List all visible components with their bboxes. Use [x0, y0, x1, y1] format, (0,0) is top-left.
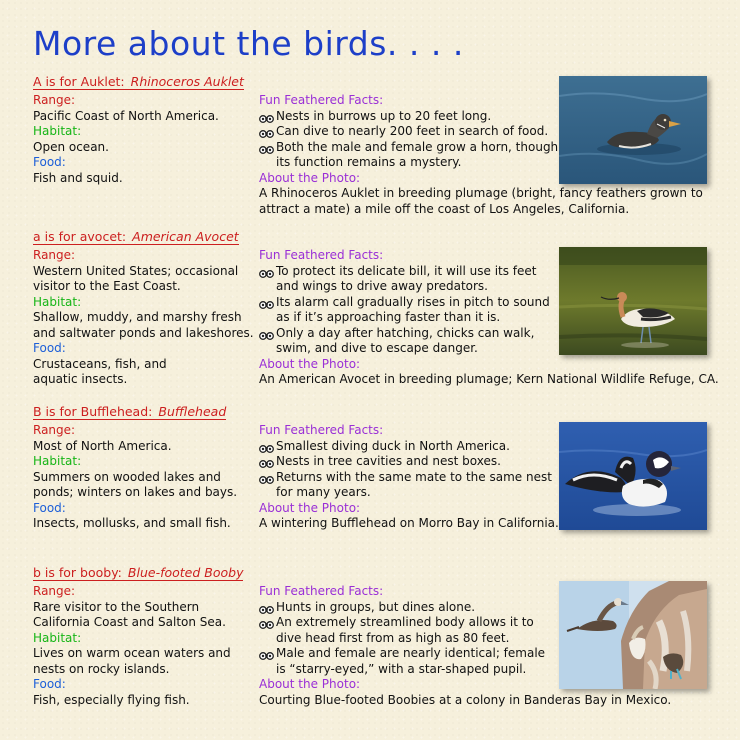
range-text: Western United States; occasional visitor to the East Coast. — [33, 263, 239, 293]
habitat-text: Shallow, muddy, and marshy fresh and saltwater ponds and lakeshores. — [33, 310, 254, 340]
bufflehead-photo — [559, 422, 707, 530]
habitat-label: Habitat: — [33, 630, 82, 645]
food-text: Insects, mollusks, and small fish. — [33, 516, 231, 530]
range-label: Range: — [33, 423, 76, 437]
food-label: Food: — [33, 155, 66, 169]
fact-item: To protect its delicate bill, it will use its feet and wings to drive away predators. — [259, 264, 719, 295]
fact-item: Smallest diving duck in North America. — [259, 439, 559, 455]
fact-item: Nests in burrows up to 20 feet long. — [259, 109, 703, 125]
binoculars-icon — [259, 298, 274, 307]
habitat-label: Habitat: — [33, 294, 82, 309]
fact-item: Hunts in groups, but dines alone. — [259, 600, 671, 616]
fact-item: Male and female are nearly identical; female is “starry-eyed,” with a star-shaped pupil. — [259, 646, 671, 677]
habitat-label: Habitat: — [33, 124, 82, 138]
auklet-photo — [559, 76, 707, 184]
species-name: Bufflehead — [158, 404, 227, 419]
food-label: Food: — [33, 341, 66, 355]
facts-label: Fun Feathered Facts: — [259, 93, 384, 107]
food-text: Fish and squid. — [33, 170, 123, 185]
binoculars-icon — [259, 329, 274, 338]
heading-letter: B is for Bufflehead: — [33, 404, 153, 419]
fact-item: Returns with the same mate to the same nest for many years. — [259, 470, 559, 501]
binoculars-icon — [259, 127, 274, 136]
food-label: Food: — [33, 500, 66, 515]
food-label: Food: — [33, 677, 66, 691]
habitat-label: Habitat: — [33, 454, 82, 468]
photo-caption: An American Avocet in breeding plumage; Kern National Wildlife Refuge, CA. — [259, 372, 719, 386]
binoculars-icon — [259, 442, 274, 451]
about-photo-label: About the Photo: — [259, 170, 361, 185]
facts-label: Fun Feathered Facts: — [259, 584, 384, 598]
section-heading — [33, 404, 226, 420]
fact-item: Only a day after hatching, chicks can walk, swim, and dive to escape danger. — [259, 326, 719, 357]
binoculars-icon — [259, 457, 274, 466]
fact-item: Nests in tree cavities and nest boxes. — [259, 454, 559, 470]
bird-info — [33, 584, 255, 708]
binoculars-icon — [259, 112, 274, 121]
booby-photo — [559, 581, 707, 689]
species-name: Rhinoceros Auklet — [130, 74, 244, 89]
facts-label: Fun Feathered Facts: — [259, 423, 384, 437]
about-photo-label: About the Photo: — [259, 356, 361, 371]
range-label: Range: — [33, 584, 76, 598]
facts-label: Fun Feathered Facts: — [259, 248, 384, 262]
page-title: More about the birds. . . . — [33, 24, 464, 63]
bird-info — [33, 93, 255, 186]
species-name: Blue-footed Booby — [127, 565, 244, 580]
section-heading — [33, 229, 239, 245]
bird-info — [33, 423, 255, 532]
range-text: Pacific Coast of North America. — [33, 108, 219, 123]
fact-item: Can dive to nearly 200 feet in search of food. — [259, 124, 703, 140]
binoculars-icon — [259, 267, 274, 276]
bird-facts — [259, 423, 559, 532]
heading-letter: b is for booby: — [33, 565, 122, 580]
binoculars-icon — [259, 143, 274, 152]
fact-item: An extremely streamlined body allows it to dive head first from as high as 80 feet. — [259, 615, 671, 646]
range-text: Rare visitor to the Southern California Coast and Salton Sea. — [33, 599, 226, 629]
binoculars-icon — [259, 603, 274, 612]
range-label: Range: — [33, 248, 76, 262]
binoculars-icon — [259, 473, 274, 482]
habitat-text: Open ocean. — [33, 139, 109, 154]
habitat-text: Lives on warm ocean waters and nests on rocky islands. — [33, 646, 231, 676]
photo-caption: A wintering Bufflehead on Morro Bay in California. — [259, 516, 559, 530]
range-label: Range: — [33, 93, 76, 107]
heading-letter: A is for Auklet: — [33, 74, 125, 89]
heading-letter: a is for avocet: — [33, 229, 127, 244]
binoculars-icon — [259, 649, 274, 658]
fact-item: Its alarm call gradually rises in pitch to sound as if it’s approaching faster than it is. — [259, 295, 719, 326]
bird-info — [33, 248, 255, 388]
range-text: Most of North America. — [33, 438, 172, 453]
photo-caption: Courting Blue-footed Boobies at a colony in Banderas Bay in Mexico. — [259, 692, 672, 707]
food-text: Crustaceans, fish, and aquatic insects. — [33, 356, 167, 386]
habitat-text: Summers on wooded lakes and ponds; winters on lakes and bays. — [33, 469, 238, 499]
section-heading — [33, 565, 243, 581]
species-name: American Avocet — [132, 229, 239, 244]
about-photo-label: About the Photo: — [259, 500, 361, 515]
photo-caption: A Rhinoceros Auklet in breeding plumage (bright, fancy feathers grown to attract a mate) a mile off the coast of Los Angeles, California. — [259, 186, 703, 216]
binoculars-icon — [259, 618, 274, 627]
avocet-photo — [559, 247, 707, 355]
food-text: Fish, especially flying fish. — [33, 692, 190, 707]
section-heading — [33, 74, 244, 90]
fact-item: Both the male and female grow a horn, though its function remains a mystery. — [259, 140, 703, 171]
about-photo-label: About the Photo: — [259, 677, 361, 691]
